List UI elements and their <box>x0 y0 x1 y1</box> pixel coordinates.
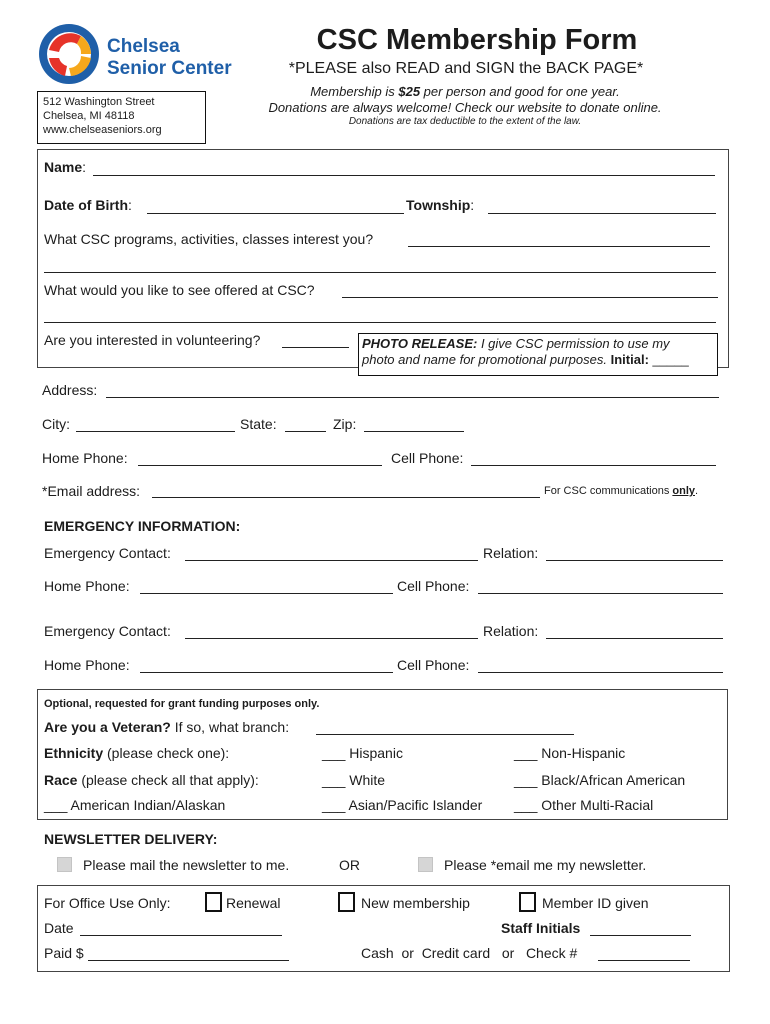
member-id-label: Member ID given <box>542 895 649 911</box>
address-field[interactable] <box>106 397 719 398</box>
emergency-home-phone-field-1[interactable] <box>140 593 393 594</box>
photo-release-title: PHOTO RELEASE: <box>362 336 478 351</box>
relation-label-2: Relation: <box>483 623 539 639</box>
emergency-cell-phone-field-1[interactable] <box>478 593 723 594</box>
email-label: *Email address: <box>42 483 141 499</box>
emergency-contact-label-1: Emergency Contact: <box>44 545 171 561</box>
mail-newsletter-checkbox[interactable] <box>57 857 72 872</box>
ethnicity-label: Ethnicity (please check one): <box>44 745 230 761</box>
offered-field[interactable] <box>342 297 718 298</box>
form-subtitle: *PLEASE also READ and SIGN the BACK PAGE* <box>288 60 644 77</box>
member-id-checkbox[interactable] <box>519 892 536 912</box>
relation-label-1: Relation: <box>483 545 539 561</box>
zip-field[interactable] <box>364 431 464 432</box>
emergency-cell-phone-label-1: Cell Phone: <box>397 578 470 594</box>
volunteer-field[interactable] <box>282 347 349 348</box>
csc-logo-icon <box>37 22 101 86</box>
volunteer-question: Are you interested in volunteering? <box>44 332 261 348</box>
emergency-home-phone-field-2[interactable] <box>140 672 393 673</box>
email-newsletter-label: Please *email me my newsletter. <box>444 857 647 873</box>
newsletter-heading: NEWSLETTER DELIVERY: <box>44 831 218 847</box>
newsletter-or: OR <box>339 857 360 873</box>
org-address-line2: Chelsea, MI 48118 <box>43 110 135 122</box>
tax-note: Donations are tax deductible to the extent of the law. <box>348 116 582 127</box>
mail-newsletter-label: Please mail the newsletter to me. <box>83 857 290 873</box>
initial-field[interactable]: _____ <box>652 352 689 367</box>
dob-label: Date of Birth: <box>44 197 132 213</box>
email-newsletter-checkbox[interactable] <box>418 857 433 872</box>
new-membership-label: New membership <box>361 895 470 911</box>
option-asian[interactable]: ___ Asian/Pacific Islander <box>322 797 483 813</box>
payment-methods: Cash or Credit card or Check # <box>361 945 578 961</box>
new-membership-checkbox[interactable] <box>338 892 355 912</box>
emergency-cell-phone-field-2[interactable] <box>478 672 723 673</box>
option-non-hispanic[interactable]: ___ Non-Hispanic <box>514 745 626 761</box>
renewal-label: Renewal <box>226 895 281 911</box>
emergency-contact-field-1[interactable] <box>185 560 478 561</box>
option-black[interactable]: ___ Black/African American <box>514 772 686 788</box>
option-hispanic[interactable]: ___ Hispanic <box>322 745 403 761</box>
renewal-checkbox[interactable] <box>205 892 222 912</box>
name-label: Name: <box>44 159 87 175</box>
staff-initials-field[interactable] <box>590 935 691 936</box>
photo-release-line2: photo and name for promotional purposes. Initial: _____ <box>362 352 689 367</box>
option-american-indian[interactable]: ___ American Indian/Alaskan <box>44 797 226 813</box>
state-field[interactable] <box>285 431 326 432</box>
optional-note: Optional, requested for grant funding purposes only. <box>44 698 320 710</box>
logo <box>37 22 101 86</box>
offered-field-2[interactable] <box>44 322 716 323</box>
city-label: City: <box>42 416 70 432</box>
township-label: Township: <box>406 197 475 213</box>
township-field[interactable] <box>488 213 716 214</box>
option-white[interactable]: ___ White <box>322 772 386 788</box>
option-multi-racial[interactable]: ___ Other Multi-Racial <box>514 797 654 813</box>
check-number-field[interactable] <box>598 960 690 961</box>
programs-field-2[interactable] <box>44 272 716 273</box>
office-date-field[interactable] <box>80 935 282 936</box>
race-label: Race (please check all that apply): <box>44 772 259 788</box>
emergency-home-phone-label-1: Home Phone: <box>44 578 130 594</box>
emergency-contact-label-2: Emergency Contact: <box>44 623 171 639</box>
programs-question: What CSC programs, activities, classes interest you? <box>44 231 374 247</box>
emergency-cell-phone-label-2: Cell Phone: <box>397 657 470 673</box>
paid-field[interactable] <box>88 960 289 961</box>
cell-phone-label: Cell Phone: <box>391 450 464 466</box>
state-label: State: <box>240 416 277 432</box>
name-field[interactable] <box>93 175 715 176</box>
cell-phone-field[interactable] <box>471 465 716 466</box>
programs-field[interactable] <box>408 246 710 247</box>
veteran-question: Are you a Veteran? If so, what branch: <box>44 719 290 735</box>
org-name-line2: Senior Center <box>107 58 232 79</box>
relation-field-2[interactable] <box>546 638 723 639</box>
zip-label: Zip: <box>333 416 357 432</box>
email-field[interactable] <box>152 497 540 498</box>
paid-label: Paid $ <box>44 945 84 961</box>
office-use-label: For Office Use Only: <box>44 895 171 911</box>
home-phone-label: Home Phone: <box>42 450 128 466</box>
email-note: For CSC communications only. <box>544 485 699 497</box>
office-date-label: Date <box>44 920 74 936</box>
city-field[interactable] <box>76 431 235 432</box>
membership-price-note: Membership is $25 per person and good for one year. <box>310 84 620 99</box>
dob-field[interactable] <box>147 213 404 214</box>
address-label: Address: <box>42 382 98 398</box>
donations-note: Donations are always welcome! Check our website to donate online. <box>268 100 662 115</box>
relation-field-1[interactable] <box>546 560 723 561</box>
staff-initials-label: Staff Initials <box>501 920 581 936</box>
veteran-branch-field[interactable] <box>316 734 574 735</box>
emergency-heading: EMERGENCY INFORMATION: <box>44 518 241 534</box>
org-address-line1: 512 Washington Street <box>43 96 155 108</box>
membership-price: $25 <box>398 84 421 99</box>
home-phone-field[interactable] <box>138 465 382 466</box>
org-website: www.chelseaseniors.org <box>43 124 162 136</box>
org-name-line1: Chelsea <box>107 36 180 57</box>
photo-release-line1: PHOTO RELEASE: I give CSC permission to use my <box>362 336 670 351</box>
emergency-home-phone-label-2: Home Phone: <box>44 657 130 673</box>
form-title: CSC Membership Form <box>316 24 638 56</box>
offered-question: What would you like to see offered at CSC? <box>44 282 315 298</box>
emergency-contact-field-2[interactable] <box>185 638 478 639</box>
